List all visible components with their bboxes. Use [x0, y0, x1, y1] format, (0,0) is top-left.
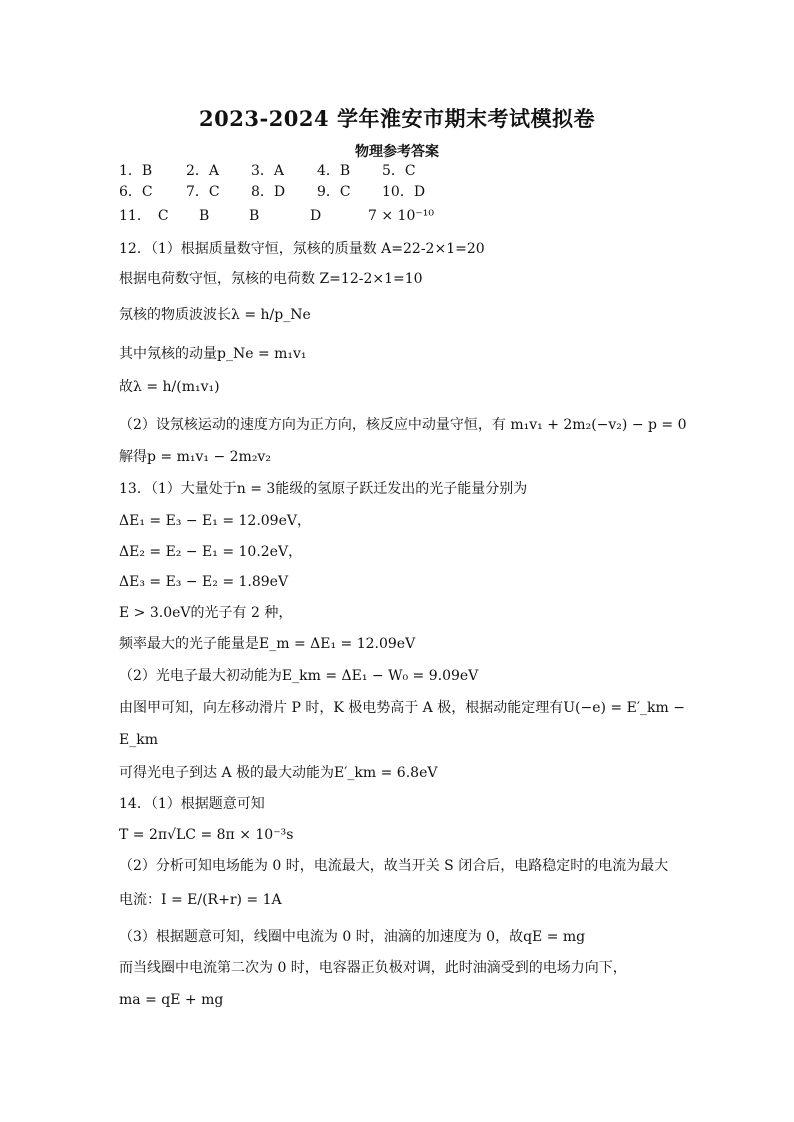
q12-line-4: 其中氖核的动量p_Ne = m₁v₁ — [119, 346, 307, 362]
q12-line-6: （2）设氖核运动的速度方向为正方向，核反应中动量守恒，有 m₁v₁ + 2m₂(−v₂) − p = 0 — [119, 417, 687, 433]
answer-11-2: B — [199, 208, 210, 224]
answer-1: 1．B — [119, 163, 153, 179]
q13-line-4: ΔE₃ = E₃ − E₂ = 1.89eV — [119, 574, 289, 590]
answer-6: 6．C — [119, 184, 153, 200]
q13-line-5: E > 3.0eV的光子有 2 种， — [119, 605, 293, 621]
page-title: 2023-2024 学年淮安市期末考试模拟卷 — [199, 106, 595, 131]
q14-line-3: （2）分析可知电场能为 0 时，电流最大，故当开关 S 闭合后，电路稳定时的电流为最大 — [119, 858, 669, 874]
page-subtitle: 物理参考答案 — [355, 144, 439, 160]
answer-11-5: 7 × 10⁻¹⁰ — [368, 208, 434, 224]
q14-line-5: （3）根据题意可知，线圈中电流为 0 时，油滴的加速度为 0，故qE = mg — [119, 929, 586, 945]
q14-line-4: 电流：I = E/(R+r) = 1A — [119, 892, 282, 908]
q12-line-5: 故λ = h/(m₁v₁) — [119, 379, 220, 395]
q14-line-7: ma = qE + mg — [119, 992, 224, 1008]
q13-line-9: E_km — [119, 732, 158, 748]
answer-4: 4．B — [317, 163, 351, 179]
q13-line-8: 由图甲可知，向左移动滑片 P 时，K 极电势高于 A 极，根据动能定理有U(−e) = E′_km − — [119, 700, 685, 716]
q14-line-2: T = 2π√LC = 8π × 10⁻³s — [119, 827, 294, 843]
q12-line-7: 解得p = m₁v₁ − 2m₂v₂ — [119, 449, 271, 465]
answer-11-3: B — [249, 208, 260, 224]
answer-11-4: D — [310, 208, 322, 224]
answer-11-1: 11． C — [119, 208, 169, 224]
q12-line-2: 根据电荷数守恒，氖核的电荷数 Z=12-2×1=10 — [119, 271, 423, 287]
q14-line-6: 而当线圈中电流第二次为 0 时，电容器正负极对调，此时油滴受到的电场力向下， — [119, 960, 627, 976]
answer-8: 8．D — [251, 184, 286, 200]
answer-5: 5．C — [382, 163, 416, 179]
q12-line-1: 12．（1）根据质量数守恒，氖核的质量数 A=22-2×1=20 — [119, 241, 485, 257]
q12-line-3: 氖核的物质波波长λ = h/p_Ne — [119, 307, 311, 323]
answer-3: 3．A — [251, 163, 285, 179]
q13-line-1: 13．（1）大量处于n = 3能级的氢原子跃迁发出的光子能量分别为 — [119, 481, 528, 497]
answer-7: 7．C — [186, 184, 220, 200]
q13-line-3: ΔE₂ = E₂ − E₁ = 10.2eV， — [119, 544, 303, 560]
answer-2: 2．A — [186, 163, 220, 179]
q13-line-6: 频率最大的光子能量是E_m = ΔE₁ = 12.09eV — [119, 636, 416, 652]
q14-line-1: 14．（1）根据题意可知 — [119, 796, 265, 812]
q13-line-7: （2）光电子最大初动能为E_km = ΔE₁ − W₀ = 9.09eV — [119, 668, 479, 684]
q13-line-2: ΔE₁ = E₃ − E₁ = 12.09eV， — [119, 513, 311, 529]
q13-line-10: 可得光电子到达 A 极的最大动能为E′_km = 6.8eV — [119, 765, 438, 781]
answer-9: 9．C — [317, 184, 351, 200]
answer-10: 10．D — [382, 184, 426, 200]
